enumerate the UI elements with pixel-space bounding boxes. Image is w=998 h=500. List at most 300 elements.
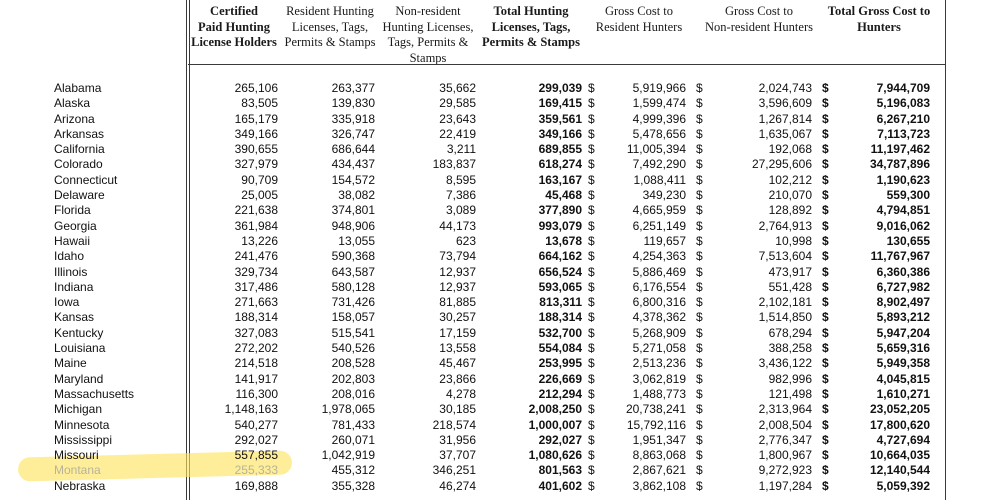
dollar-sign: $: [822, 448, 829, 463]
gross-cost-cell: 5,947,204: [876, 325, 930, 340]
dollar-sign: $: [822, 356, 829, 371]
resident-cost-cell: 119,657: [643, 233, 686, 248]
resident-cell: 335,918: [331, 111, 375, 126]
nonresident-cost-cell: 473,917: [768, 264, 812, 279]
nonresident-cost-cell: 210,070: [768, 188, 812, 203]
header-nonresident-cost: Gross Cost to Non-resident Hunters: [705, 4, 813, 34]
nonresident-cell: 29,585: [439, 96, 476, 111]
certified-cell: 25,005: [241, 188, 278, 203]
dollar-sign: $: [588, 264, 595, 279]
resident-cost-cell: 1,599,474: [632, 96, 686, 111]
dollar-sign: $: [822, 172, 829, 187]
certified-cell: 390,655: [234, 142, 278, 157]
dollar-sign: $: [822, 111, 829, 126]
gross-cost-cell: 5,196,083: [876, 96, 930, 111]
total-cell: 292,027: [538, 432, 582, 447]
total-cell: 188,314: [538, 310, 582, 325]
nonresident-cell: 30,257: [439, 310, 476, 325]
total-cell: 1,000,007: [528, 417, 582, 432]
dollar-sign: $: [822, 295, 829, 310]
nonresident-cell: 44,173: [439, 218, 476, 233]
gross-cost-cell: 8,902,497: [876, 295, 930, 310]
resident-cell: 38,082: [338, 188, 375, 203]
dollar-sign: $: [822, 142, 829, 157]
certified-cell: 317,486: [234, 279, 278, 294]
nonresident-cost-cell: 2,313,964: [758, 402, 812, 417]
certified-cell: 540,277: [234, 417, 278, 432]
dollar-sign: $: [696, 448, 703, 463]
table-row: [0, 157, 998, 172]
table-row: [0, 81, 998, 96]
dollar-sign: $: [588, 386, 595, 401]
table-row: [0, 341, 998, 356]
gross-cost-cell: 6,360,386: [876, 264, 930, 279]
nonresident-cell: 35,662: [439, 81, 476, 95]
table-row: [0, 463, 998, 478]
dollar-sign: $: [822, 249, 829, 264]
total-cell: 813,311: [539, 295, 582, 310]
certified-cell: 361,984: [234, 218, 278, 233]
state-cell: Indiana: [54, 279, 94, 294]
certified-cell: 271,663: [234, 295, 278, 310]
nonresident-cost-cell: 1,514,850: [758, 310, 812, 325]
nonresident-cost-cell: 678,294: [768, 325, 812, 340]
resident-cost-cell: 5,886,469: [632, 264, 686, 279]
resident-cell: 263,377: [331, 81, 375, 95]
table-row: [0, 479, 998, 494]
state-cell: Nebraska: [54, 478, 106, 493]
resident-cell: 260,071: [331, 432, 375, 447]
gross-cost-cell: 1,190,623: [876, 172, 930, 187]
resident-cost-cell: 1,951,347: [632, 432, 686, 447]
resident-cost-cell: 3,862,108: [632, 478, 686, 493]
nonresident-cost-cell: 128,892: [768, 203, 812, 218]
dollar-sign: $: [822, 417, 829, 432]
resident-cell: 208,528: [331, 356, 375, 371]
total-cell: 377,890: [538, 203, 582, 218]
nonresident-cost-cell: 27,295,606: [751, 157, 812, 172]
dollar-sign: $: [822, 157, 829, 172]
certified-cell: 272,202: [234, 341, 278, 356]
dollar-sign: $: [822, 218, 829, 233]
state-cell: Maine: [54, 356, 87, 371]
resident-cost-cell: 4,254,363: [632, 249, 686, 264]
table-row: [0, 142, 998, 157]
state-cell: Hawaii: [54, 233, 91, 248]
state-cell: Mississippi: [54, 432, 113, 447]
dollar-sign: $: [696, 172, 703, 187]
nonresident-cell: 30,185: [439, 402, 476, 417]
header-resident: Resident Hunting Licenses, Tags, Permits & Stamps: [284, 4, 376, 49]
resident-cost-cell: 7,492,290: [632, 157, 686, 172]
nonresident-cost-cell: 3,596,609: [758, 96, 812, 111]
nonresident-cost-cell: 192,068: [768, 142, 812, 157]
table-row: [0, 418, 998, 433]
table-row: [0, 188, 998, 203]
gross-cost-cell: 34,787,896: [869, 157, 930, 172]
total-cell: 169,415: [538, 96, 582, 111]
nonresident-cost-cell: 10,998: [775, 233, 812, 248]
total-cell: 993,079: [538, 218, 582, 233]
nonresident-cell: 23,866: [439, 371, 476, 386]
gross-cost-cell: 7,113,723: [877, 126, 930, 141]
total-cell: 212,294: [538, 386, 582, 401]
total-cell: 226,669: [538, 371, 582, 386]
dollar-sign: $: [696, 81, 703, 95]
gross-cost-cell: 6,727,982: [876, 279, 930, 294]
certified-cell: 221,638: [234, 203, 278, 218]
resident-cell: 208,016: [331, 386, 375, 401]
dollar-sign: $: [588, 371, 595, 386]
nonresident-cost-cell: 102,212: [768, 172, 812, 187]
dollar-sign: $: [696, 249, 703, 264]
resident-cell: 455,312: [331, 463, 375, 478]
state-cell: Alaska: [54, 96, 91, 111]
dollar-sign: $: [588, 126, 595, 141]
gross-cost-cell: 12,140,544: [869, 463, 930, 478]
dollar-sign: $: [588, 279, 595, 294]
header-underline: [188, 64, 946, 65]
dollar-sign: $: [588, 402, 595, 417]
dollar-sign: $: [588, 233, 595, 248]
total-cell: 401,602: [538, 478, 582, 493]
nonresident-cell: 31,956: [439, 432, 476, 447]
certified-cell: 327,083: [234, 325, 278, 340]
gross-cost-cell: 10,664,035: [869, 448, 930, 463]
resident-cost-cell: 349,230: [642, 188, 686, 203]
resident-cost-cell: 4,999,396: [632, 111, 686, 126]
dollar-sign: $: [822, 478, 829, 493]
dollar-sign: $: [696, 463, 703, 478]
table-row: [0, 448, 998, 463]
table-row: [0, 326, 998, 341]
resident-cost-cell: 6,800,316: [632, 295, 686, 310]
dollar-sign: $: [588, 203, 595, 218]
nonresident-cost-cell: 2,008,504: [758, 417, 812, 432]
dollar-sign: $: [588, 218, 595, 233]
dollar-sign: $: [696, 325, 703, 340]
dollar-sign: $: [696, 142, 703, 157]
resident-cost-cell: 6,176,554: [632, 279, 686, 294]
dollar-sign: $: [696, 356, 703, 371]
state-cell: Massachusetts: [54, 386, 135, 401]
dollar-sign: $: [696, 157, 703, 172]
resident-cost-cell: 2,867,621: [632, 463, 686, 478]
state-cell: Kentucky: [54, 325, 104, 340]
total-cell: 656,524: [538, 264, 582, 279]
table-row: [0, 310, 998, 325]
gross-cost-cell: 5,949,358: [876, 356, 930, 371]
dollar-sign: $: [696, 417, 703, 432]
table-row: [0, 234, 998, 249]
certified-cell: 165,179: [234, 111, 278, 126]
certified-cell: 265,106: [234, 81, 278, 95]
gross-cost-cell: 4,727,694: [876, 432, 930, 447]
resident-cost-cell: 8,863,068: [632, 448, 686, 463]
dollar-sign: $: [822, 371, 829, 386]
dollar-sign: $: [696, 386, 703, 401]
gross-cost-cell: 1,610,271: [876, 386, 930, 401]
resident-cell: 1,978,065: [321, 402, 375, 417]
resident-cost-cell: 11,005,394: [626, 142, 686, 157]
gross-cost-cell: 11,767,967: [870, 249, 930, 264]
table-row: [0, 127, 998, 142]
resident-cell: 154,572: [331, 172, 375, 187]
header-gross-cost: Total Gross Cost to Hunters: [827, 4, 931, 34]
resident-cell: 13,055: [338, 233, 375, 248]
header-nonresident: Non-resident Hunting Licenses, Tags, Permits & Stamps: [382, 4, 474, 65]
certified-cell: 255,333: [234, 463, 278, 478]
nonresident-cost-cell: 9,272,923: [758, 463, 812, 478]
dollar-sign: $: [822, 402, 829, 417]
nonresident-cell: 3,211: [446, 142, 476, 157]
total-cell: 2,008,250: [528, 402, 582, 417]
dollar-sign: $: [696, 402, 703, 417]
dollar-sign: $: [696, 432, 703, 447]
gross-cost-cell: 4,794,851: [876, 203, 930, 218]
total-cell: 1,080,626: [528, 448, 582, 463]
table-row: [0, 372, 998, 387]
nonresident-cost-cell: 2,102,181: [758, 295, 812, 310]
certified-cell: 169,888: [234, 478, 278, 493]
nonresident-cost-cell: 1,635,067: [758, 126, 812, 141]
state-cell: Alabama: [54, 81, 102, 95]
gross-cost-cell: 7,944,709: [876, 81, 930, 95]
resident-cost-cell: 1,488,773: [632, 386, 686, 401]
resident-cost-cell: 4,378,362: [632, 310, 686, 325]
nonresident-cost-cell: 3,436,122: [758, 356, 812, 371]
dollar-sign: $: [822, 96, 829, 111]
state-cell: Illinois: [54, 264, 88, 279]
gross-cost-cell: 11,197,462: [870, 142, 930, 157]
nonresident-cell: 218,574: [432, 417, 476, 432]
dollar-sign: $: [822, 279, 829, 294]
header-certified: Certified Paid Hunting License Holders: [191, 4, 277, 49]
nonresident-cost-cell: 1,267,814: [758, 111, 812, 126]
certified-cell: 292,027: [234, 432, 278, 447]
nonresident-cell: 46,274: [439, 478, 476, 493]
total-cell: 13,678: [545, 233, 582, 248]
resident-cell: 686,644: [331, 142, 375, 157]
resident-cell: 515,541: [331, 325, 375, 340]
nonresident-cost-cell: 121,498: [768, 386, 812, 401]
state-cell: Iowa: [54, 295, 80, 310]
dollar-sign: $: [696, 295, 703, 310]
dollar-sign: $: [588, 325, 595, 340]
certified-cell: 83,505: [241, 96, 278, 111]
resident-cell: 202,803: [331, 371, 375, 386]
total-cell: 593,065: [538, 279, 582, 294]
nonresident-cell: 81,885: [439, 295, 476, 310]
dollar-sign: $: [588, 172, 595, 187]
resident-cell: 781,433: [331, 417, 375, 432]
table-row: [0, 249, 998, 264]
table-row: [0, 387, 998, 402]
dollar-sign: $: [588, 463, 595, 478]
nonresident-cell: 183,837: [432, 157, 476, 172]
resident-cell: 948,906: [331, 218, 375, 233]
dollar-sign: $: [696, 264, 703, 279]
gross-cost-cell: 5,659,316: [876, 341, 930, 356]
nonresident-cell: 623: [455, 233, 476, 248]
dollar-sign: $: [822, 81, 829, 95]
resident-cell: 139,830: [331, 96, 375, 111]
nonresident-cost-cell: 551,428: [768, 279, 812, 294]
dollar-sign: $: [696, 279, 703, 294]
state-cell: Montana: [54, 463, 101, 478]
dollar-sign: $: [696, 218, 703, 233]
total-cell: 45,468: [545, 188, 582, 203]
total-cell: 253,995: [538, 356, 582, 371]
dollar-sign: $: [588, 432, 595, 447]
total-cell: 532,700: [538, 325, 582, 340]
table-row: [0, 295, 998, 310]
nonresident-cell: 3,089: [445, 203, 476, 218]
nonresident-cell: 13,558: [439, 341, 476, 356]
dollar-sign: $: [822, 310, 829, 325]
nonresident-cost-cell: 7,513,604: [758, 249, 812, 264]
resident-cell: 355,328: [331, 478, 375, 493]
resident-cost-cell: 5,478,656: [632, 126, 686, 141]
state-cell: Arkansas: [54, 126, 105, 141]
certified-cell: 13,226: [241, 233, 278, 248]
state-cell: Florida: [54, 203, 91, 218]
total-cell: 801,563: [538, 463, 582, 478]
resident-cell: 590,368: [331, 249, 375, 264]
certified-cell: 116,300: [235, 386, 278, 401]
resident-cell: 540,526: [331, 341, 375, 356]
gross-cost-cell: 23,052,205: [869, 402, 930, 417]
gross-cost-cell: 559,300: [886, 188, 930, 203]
resident-cost-cell: 3,062,819: [632, 371, 686, 386]
state-cell: California: [54, 142, 105, 157]
state-cell: Missouri: [54, 448, 99, 463]
state-cell: Georgia: [54, 218, 97, 233]
dollar-sign: $: [588, 417, 595, 432]
total-cell: 689,855: [538, 142, 582, 157]
table-row: [0, 402, 998, 417]
dollar-sign: $: [822, 233, 829, 248]
nonresident-cell: 22,419: [439, 126, 476, 141]
resident-cost-cell: 5,919,966: [632, 81, 686, 95]
resident-cost-cell: 4,665,959: [632, 203, 686, 218]
table-row: [0, 112, 998, 127]
dollar-sign: $: [696, 233, 703, 248]
resident-cell: 434,437: [331, 157, 375, 172]
dollar-sign: $: [822, 203, 829, 218]
nonresident-cell: 12,937: [439, 264, 476, 279]
nonresident-cell: 23,643: [439, 111, 476, 126]
gross-cost-cell: 4,045,815: [876, 371, 930, 386]
table-row: [0, 96, 998, 111]
dollar-sign: $: [696, 478, 703, 493]
resident-cost-cell: 6,251,149: [632, 218, 686, 233]
dollar-sign: $: [822, 126, 829, 141]
nonresident-cell: 346,251: [432, 463, 476, 478]
total-cell: 664,162: [538, 249, 582, 264]
dollar-sign: $: [588, 295, 595, 310]
table-row: [0, 265, 998, 280]
table-row: [0, 356, 998, 371]
nonresident-cell: 17,159: [439, 325, 476, 340]
nonresident-cost-cell: 388,258: [768, 341, 812, 356]
state-cell: Arizona: [54, 111, 95, 126]
table-row: [0, 219, 998, 234]
resident-cell: 580,128: [331, 279, 375, 294]
nonresident-cell: 45,467: [439, 356, 476, 371]
certified-cell: 349,166: [234, 126, 278, 141]
gross-cost-cell: 9,016,062: [876, 218, 930, 233]
table-row: [0, 433, 998, 448]
table-row: [0, 203, 998, 218]
header-total: Total Hunting Licenses, Tags, Permits & Stamps: [482, 4, 580, 49]
state-cell: Kansas: [54, 310, 95, 325]
resident-cell: 326,747: [331, 126, 375, 141]
gross-cost-cell: 5,059,392: [876, 478, 930, 493]
resident-cell: 158,057: [331, 310, 375, 325]
resident-cost-cell: 20,738,241: [625, 402, 686, 417]
gross-cost-cell: 130,655: [886, 233, 930, 248]
dollar-sign: $: [588, 478, 595, 493]
dollar-sign: $: [822, 386, 829, 401]
certified-cell: 241,476: [234, 249, 278, 264]
dollar-sign: $: [822, 341, 829, 356]
total-cell: 163,167: [538, 172, 582, 187]
dollar-sign: $: [588, 81, 595, 95]
dollar-sign: $: [822, 264, 829, 279]
certified-cell: 188,314: [234, 310, 278, 325]
state-cell: Idaho: [54, 249, 85, 264]
dollar-sign: $: [696, 96, 703, 111]
state-cell: Colorado: [54, 157, 103, 172]
nonresident-cell: 73,794: [439, 249, 476, 264]
resident-cost-cell: 1,088,411: [633, 172, 686, 187]
dollar-sign: $: [588, 356, 595, 371]
gross-cost-cell: 6,267,210: [876, 111, 930, 126]
nonresident-cell: 37,707: [439, 448, 476, 463]
nonresident-cell: 12,937: [439, 279, 476, 294]
dollar-sign: $: [588, 310, 595, 325]
nonresident-cell: 7,386: [445, 188, 476, 203]
nonresident-cost-cell: 2,764,913: [758, 218, 812, 233]
certified-cell: 214,518: [234, 356, 278, 371]
resident-cell: 1,042,919: [321, 448, 375, 463]
total-cell: 554,084: [538, 341, 582, 356]
gross-cost-cell: 5,893,212: [876, 310, 930, 325]
resident-cost-cell: 15,792,116: [626, 417, 686, 432]
state-cell: Delaware: [54, 188, 105, 203]
state-cell: Minnesota: [54, 417, 110, 432]
dollar-sign: $: [696, 188, 703, 203]
total-cell: 349,166: [538, 126, 582, 141]
dollar-sign: $: [588, 448, 595, 463]
dollar-sign: $: [588, 188, 595, 203]
certified-cell: 141,917: [234, 371, 278, 386]
dollar-sign: $: [588, 341, 595, 356]
dollar-sign: $: [822, 325, 829, 340]
table-row: [0, 173, 998, 188]
state-cell: Maryland: [54, 371, 104, 386]
header-resident-cost: Gross Cost to Resident Hunters: [595, 4, 683, 34]
nonresident-cost-cell: 1,800,967: [758, 448, 812, 463]
total-cell: 618,274: [538, 157, 582, 172]
resident-cell: 374,801: [331, 203, 375, 218]
gross-cost-cell: 17,800,620: [869, 417, 930, 432]
dollar-sign: $: [822, 432, 829, 447]
dollar-sign: $: [822, 188, 829, 203]
state-cell: Connecticut: [54, 172, 118, 187]
nonresident-cost-cell: 2,776,347: [758, 432, 812, 447]
